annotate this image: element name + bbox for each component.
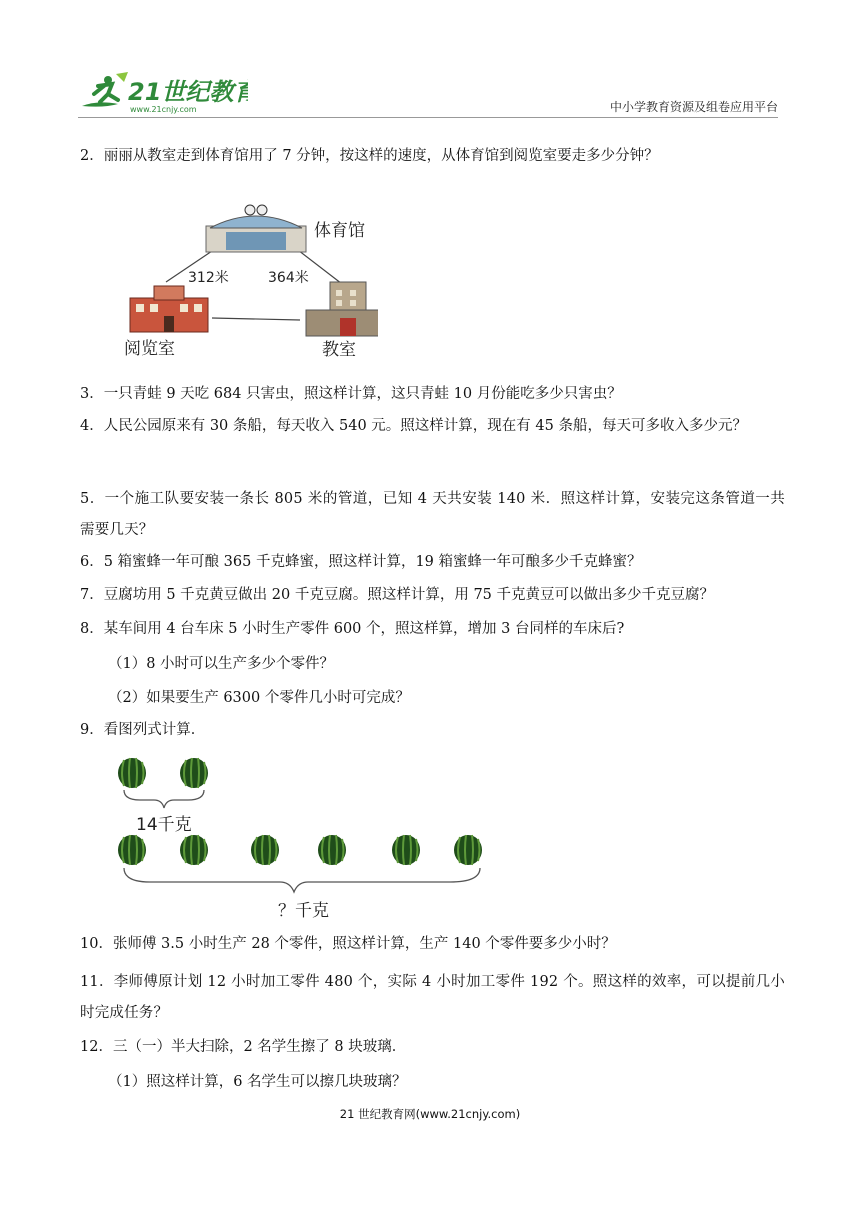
top-weight-label: 14千克: [136, 815, 192, 835]
runner-logo-icon: [78, 70, 248, 116]
question-3: 3．一只青蛙 9 天吃 684 只害虫，照这样计算，这只青蛙 10 月份能吃多少只害虫？: [80, 386, 622, 402]
top-brace: [124, 790, 204, 808]
classroom-label: 教室: [322, 340, 356, 360]
watermelon-icon: [180, 835, 208, 865]
reading-room-building-icon: [130, 286, 208, 332]
watermelon-figure: [110, 752, 500, 922]
watermelon-icon: [118, 835, 146, 865]
watermelon-icon: [118, 758, 146, 788]
question-11: 11．李师傅原计划 12 小时加工零件 480 个，实际 4 小时加工零件 192 个。照这样的效率，可以提前几小时完成任务？: [80, 974, 785, 1021]
gym-label: 体育馆: [314, 221, 365, 241]
page-footer: 21 世纪教育网(www.21cnjy.com): [339, 1107, 521, 1121]
question-8: 8．某车间用 4 台车床 5 小时生产零件 600 个，照这样算，增加 3 台同样的车床后?: [80, 621, 625, 637]
distance-right: 364米: [268, 270, 309, 286]
watermelon-icon: [392, 835, 420, 865]
question-9: 9．看图列式计算．: [80, 722, 206, 738]
watermelon-icon: [454, 835, 482, 865]
classroom-building-icon: [306, 282, 378, 336]
header-divider: [78, 117, 778, 118]
question-8-part-2: （2）如果要生产 6300 个零件几小时可完成？: [108, 690, 410, 706]
distance-left: 312米: [188, 270, 229, 286]
map-figure: [118, 192, 378, 362]
watermelon-icon: [251, 835, 279, 865]
question-12-part-1: （1）照这样计算，6 名学生可以擦几块玻璃？: [108, 1074, 407, 1090]
question-4: 4．人民公园原来有 30 条船，每天收入 540 元。照这样计算，现在有 45 条船，每天可多收入多少元？: [80, 418, 747, 434]
question-8-part-1: （1）8 小时可以生产多少个零件？: [108, 656, 335, 672]
platform-name: 中小学教育资源及组卷应用平台: [609, 100, 778, 114]
watermelon-icon: [318, 835, 346, 865]
question-12: 12．三（一）半大扫除，2 名学生擦了 8 块玻璃．: [80, 1039, 407, 1055]
question-2: 2．丽丽从教室走到体育馆用了 7 分钟，按这样的速度，从体育馆到阅览室要走多少分钟？: [80, 148, 659, 164]
question-6: 6．5 箱蜜蜂一年可酿 365 千克蜂蜜，照这样计算，19 箱蜜蜂一年可酿多少千克蜂蜜？: [80, 554, 642, 570]
watermelon-icon: [180, 758, 208, 788]
question-7: 7．豆腐坊用 5 千克黄豆做出 20 千克豆腐。照这样计算，用 75 千克黄豆可以做出多少千克豆腐？: [80, 587, 715, 603]
site-logo: [78, 70, 248, 116]
question-10: 10．张师傅 3.5 小时生产 28 个零件，照这样计算，生产 140 个零件要多少小时？: [80, 936, 616, 952]
bottom-weight-label: ？千克: [278, 901, 329, 921]
reading-room-label: 阅览室: [124, 339, 175, 359]
gym-building-icon: [206, 205, 306, 252]
question-5: 5．一个施工队要安装一条长 805 米的管道，已知 4 天共安装 140 米．照这样计算，安装完这条管道一共需要几天？: [80, 491, 785, 538]
logo-main-text: 21世纪教育: [128, 78, 248, 106]
bottom-brace: [124, 868, 480, 892]
logo-sub-text: www.21cnjy.com: [130, 105, 197, 114]
